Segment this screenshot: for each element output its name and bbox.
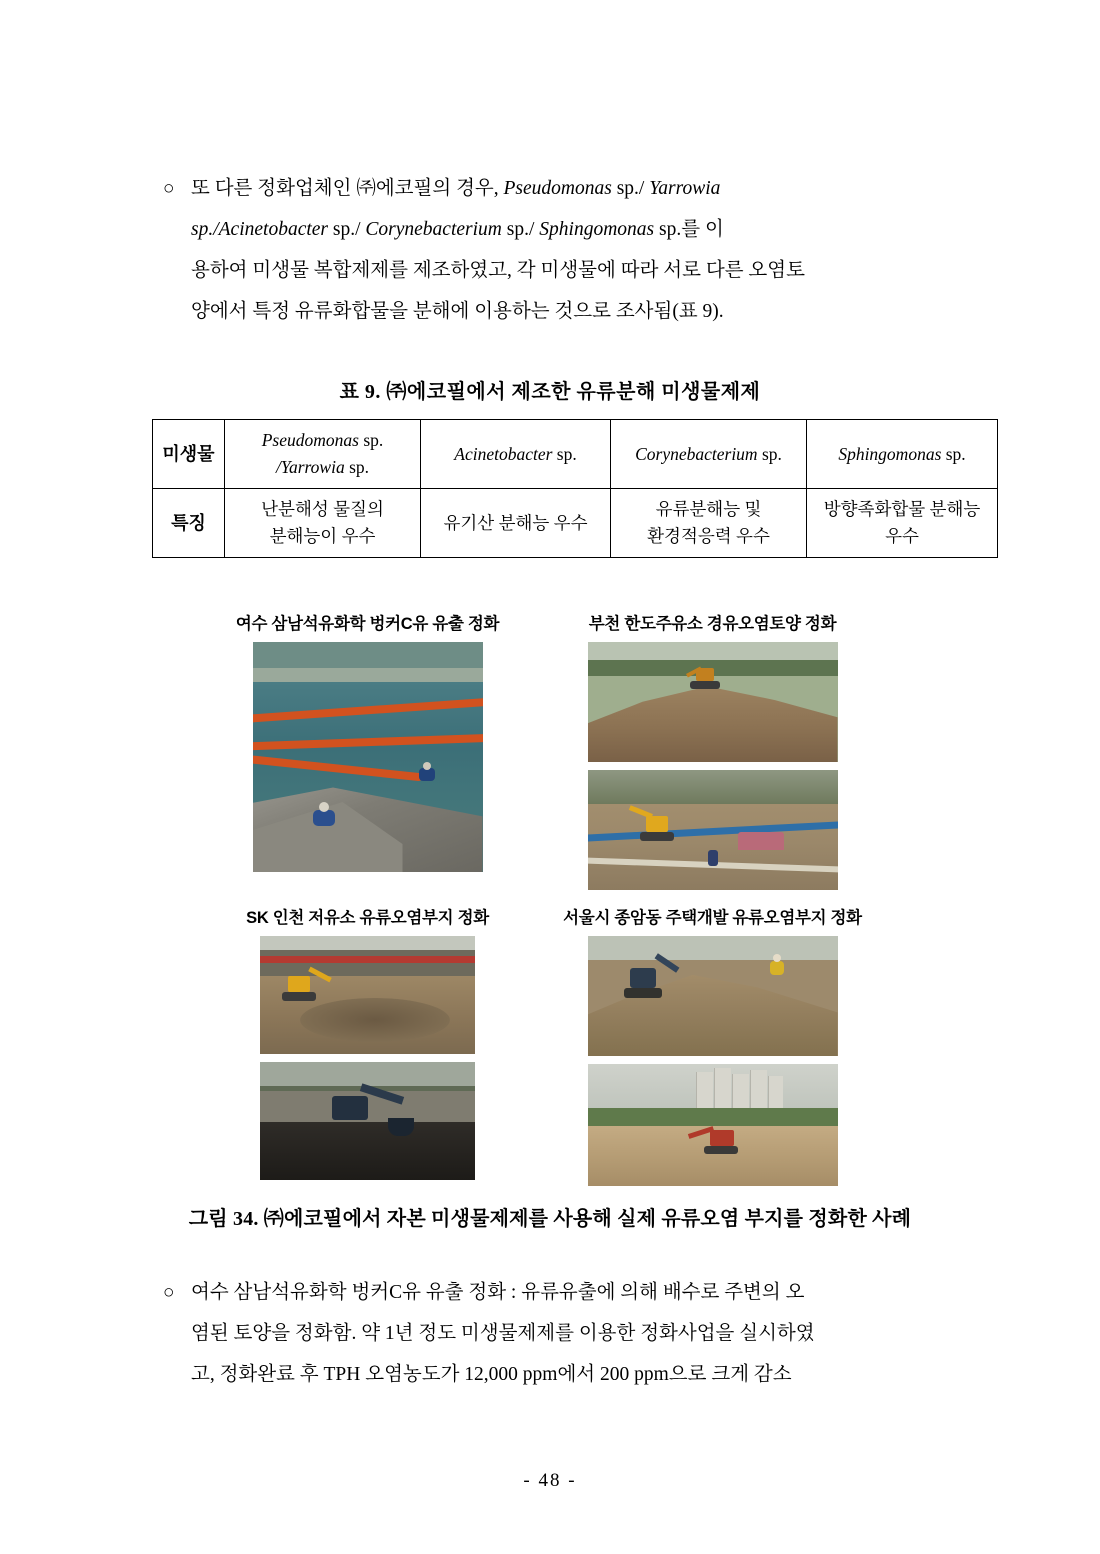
- bottom-bullet-row: [163, 1272, 983, 1395]
- table-cell-feature-4-line2: 우수: [885, 526, 919, 546]
- table-cell-feature-2: [421, 489, 611, 558]
- photo-p1-worker-2-head: [423, 762, 431, 770]
- table-header-cell-4-plain: sp.: [941, 443, 966, 464]
- intro-line-2-seg-7: 이: [704, 219, 724, 240]
- microbe-table: [152, 419, 998, 558]
- photo-p6-worker-body: [770, 961, 784, 975]
- table-header-cell-1-plain2: sp.: [344, 457, 370, 477]
- photo-bucheon-soil-pile: [588, 642, 838, 762]
- photo-p1-worker-2: [419, 762, 435, 784]
- photo-p1-worker-1: [313, 802, 335, 832]
- intro-line-1: [191, 168, 983, 209]
- intro-line-2-seg-1: sp./Acinetobacter: [191, 219, 329, 240]
- figure-caption: 그림 34. ㈜에코필에서 자본 미생물제제를 사용해 실제 유류오염 부지를 정화한 사례: [188, 1208, 912, 1230]
- photo-sk-incheon-excavation: [260, 936, 475, 1054]
- page-number: - 48 -: [523, 1470, 577, 1491]
- photo-p4-red-stripe: [260, 956, 475, 963]
- figure-row1-titles: [205, 610, 895, 634]
- photo-p3-background: [588, 770, 838, 804]
- photo-p6-excavator-track: [624, 988, 662, 998]
- photo-yeosu-bunkerC: [253, 642, 483, 872]
- photo-p5-excavator: [330, 1074, 410, 1148]
- table-header-cell-2-plain: sp.: [552, 443, 577, 464]
- photo-jongam-soil-pile: [588, 936, 838, 1056]
- table-cell-feature-2-line1: 유기산 분해능 우수: [443, 512, 588, 533]
- intro-line-1-seg-8: Yarrowia: [649, 178, 721, 199]
- photo-title-top-left: 여수 삼남석유화학 벙커C유 유출 정화: [235, 615, 500, 633]
- photo-bucheon-excavation: [588, 770, 838, 890]
- table-cell-feature-3: [611, 489, 807, 558]
- table-header-cell-4-italic: Sphingomonas: [838, 443, 942, 464]
- table-header-cell-2: [421, 420, 611, 489]
- intro-line-3: [191, 250, 983, 291]
- intro-line-2-seg-3: Corynebacterium: [365, 219, 502, 240]
- intro-line-3-seg-1: 용하여: [191, 260, 248, 281]
- figure-area: [0, 610, 1100, 1186]
- photo-jongam-apartment-site: [588, 1064, 838, 1186]
- intro-bullet-row: [163, 168, 983, 332]
- figure-row2-images: [205, 936, 895, 1186]
- photo-p7-excavator: [688, 1124, 748, 1154]
- photo-p7-excavator-track: [704, 1146, 738, 1154]
- intro-line-3-seg-6: 미생물에: [540, 260, 616, 281]
- photo-p7-excavator-cab: [710, 1130, 734, 1146]
- intro-bullet-block: [163, 168, 983, 332]
- photo-p6-excavator-cab: [630, 968, 656, 988]
- photo-p4-excavator: [274, 972, 326, 1006]
- intro-line-3-seg-8: 서로: [663, 260, 701, 281]
- table-cell-feature-3-line1: 유류분해능 및: [655, 499, 762, 519]
- figure-grid: [205, 610, 895, 1186]
- table-header-cell-1-plain: sp.: [358, 430, 384, 450]
- intro-line-3-seg-9: 다른: [705, 260, 744, 281]
- bottom-bullet-block: [163, 1272, 983, 1395]
- bottom-line-3: 고, 정화완료 후 TPH 오염농도가 12,000 ppm에서 200 ppm으로 크게 감소: [191, 1364, 792, 1385]
- figure-col-top-right: [530, 642, 895, 890]
- photo-p1-far-shore: [253, 642, 483, 668]
- table-cell-feature-4: [807, 489, 998, 558]
- photo-p3-excavator: [630, 810, 682, 844]
- photo-p3-tent: [738, 832, 784, 850]
- bullet-marker-icon-2: ○: [163, 1282, 175, 1303]
- photo-p3-excavator-track: [640, 832, 674, 841]
- table-header-cell-1-italic2: /Yarrowia: [275, 457, 345, 477]
- photo-p7-building-3: [732, 1074, 749, 1110]
- table-cell-feature-1-line1: 난분해성 물질의: [261, 499, 384, 519]
- intro-line-2-seg-4: sp./: [506, 219, 535, 240]
- bottom-line-2: 염된 토양을 정화함. 약 1년 정도 미생물제제를 이용한 정화사업을 실시하였: [191, 1323, 815, 1344]
- photo-p6-worker: [770, 954, 784, 976]
- intro-line-1-seg-7: sp./: [616, 178, 645, 199]
- table-cell-feature-1-line2: 분해능이 우수: [269, 526, 376, 546]
- table-cell-feature-1: [225, 489, 421, 558]
- table-row-feature: [153, 489, 998, 558]
- photo-p3-excavator-cab: [646, 816, 668, 832]
- intro-line-3-seg-10: 오염토: [748, 260, 805, 281]
- intro-line-1-seg-3: 정화업체인: [257, 178, 352, 199]
- table-header-cell-4: [807, 420, 998, 489]
- table-header-cell-2-italic: Acinetobacter: [454, 443, 553, 464]
- intro-line-2: [191, 209, 983, 250]
- intro-line-1-seg-1: 또: [191, 178, 210, 199]
- photo-p7-sky: [588, 1064, 838, 1108]
- intro-line-3-seg-7: 따라: [620, 260, 659, 281]
- photo-p4-excavator-track: [282, 992, 316, 1001]
- figure-col-bottom-left: [205, 936, 530, 1186]
- bullet-marker-icon: ○: [163, 178, 175, 199]
- intro-line-3-seg-4: 제조하였고,: [412, 260, 512, 281]
- intro-line-3-seg-5: 각: [516, 260, 536, 281]
- photo-title-top-right: 부천 한도주유소 경유오염토양 정화: [588, 615, 837, 633]
- intro-line-1-seg-6: Pseudomonas: [503, 178, 612, 199]
- intro-line-3-seg-3: 복합제제를: [313, 260, 408, 281]
- photo-p1-far-band: [253, 668, 483, 682]
- photo-p5-excavator-bucket: [388, 1118, 414, 1136]
- table-row-label-microbe: 미생물: [153, 420, 225, 489]
- intro-bullet-text: [191, 168, 983, 332]
- figure-row1-images: [205, 642, 895, 890]
- table-header-cell-1-line1: [229, 427, 416, 454]
- intro-line-4: 양에서 특정 유류화합물을 분해에 이용하는 것으로 조사됨(표 9).: [191, 301, 724, 322]
- table-cell-feature-3-line2: 환경적응력 우수: [647, 526, 770, 546]
- photo-p3-ground: [588, 804, 838, 890]
- table-row-header: [153, 420, 998, 489]
- photo-title-bottom-left: SK 인천 저유소 유류오염부지 정화: [246, 909, 489, 927]
- photo-p6-worker-head: [773, 954, 781, 962]
- table-header-cell-1: [225, 420, 421, 489]
- table-header-cell-3-italic: Corynebacterium: [635, 443, 758, 464]
- photo-p7-building-2: [714, 1068, 731, 1110]
- photo-p7-building-5: [768, 1076, 783, 1110]
- table-header-cell-1-italic: Pseudomonas: [261, 430, 359, 450]
- photo-p6-sky: [588, 936, 838, 960]
- photo-p2-excavator: [686, 668, 726, 694]
- table-header-cell-1-line2: [229, 454, 416, 481]
- photo-p6-excavator: [614, 958, 672, 1002]
- photo-p7-building-1: [696, 1072, 713, 1110]
- intro-line-1-seg-5: 경우,: [456, 178, 499, 199]
- photo-p5-excavator-cab: [332, 1096, 368, 1120]
- table-row-label-feature: 특징: [153, 489, 225, 558]
- photo-p1-worker-1-head: [319, 802, 329, 812]
- figure-row2-titles: [205, 904, 895, 928]
- photo-title-bottom-right: 서울시 종암동 주택개발 유류오염부지 정화: [563, 909, 862, 927]
- intro-line-1-seg-4: ㈜에코필의: [356, 178, 452, 199]
- intro-line-2-seg-5: Sphingomonas: [539, 219, 655, 240]
- table-caption: 표 9. ㈜에코필에서 제조한 유류분해 미생물제제: [339, 381, 761, 403]
- photo-p7-building-4: [750, 1070, 767, 1110]
- figure-col-bottom-right: [530, 936, 895, 1186]
- intro-line-2-seg-6: sp.를: [659, 219, 701, 240]
- intro-line-2-seg-2: sp./: [332, 219, 361, 240]
- bottom-bullet-text: [191, 1272, 983, 1395]
- bottom-line-1: 여수 삼남석유화학 벙커C유 유출 정화 : 유류유출에 의해 배수로 주변의 오: [191, 1282, 805, 1303]
- intro-line-1-seg-2: 다른: [214, 178, 253, 199]
- table-header-cell-3-plain: sp.: [757, 443, 782, 464]
- table-header-cell-3: [611, 420, 807, 489]
- intro-line-3-seg-2: 미생물: [252, 260, 309, 281]
- photo-p1-worker-1-body: [313, 810, 335, 826]
- photo-sk-incheon-black-soil: [260, 1062, 475, 1180]
- table-cell-feature-4-line1: 방향족화합물 분해능: [823, 499, 981, 519]
- figure-col-top-left: [205, 642, 530, 890]
- photo-p4-excavator-cab: [288, 976, 310, 992]
- photo-p3-worker: [708, 850, 718, 866]
- microbe-table-wrapper: [152, 419, 997, 558]
- photo-p2-excavator-track: [690, 681, 720, 689]
